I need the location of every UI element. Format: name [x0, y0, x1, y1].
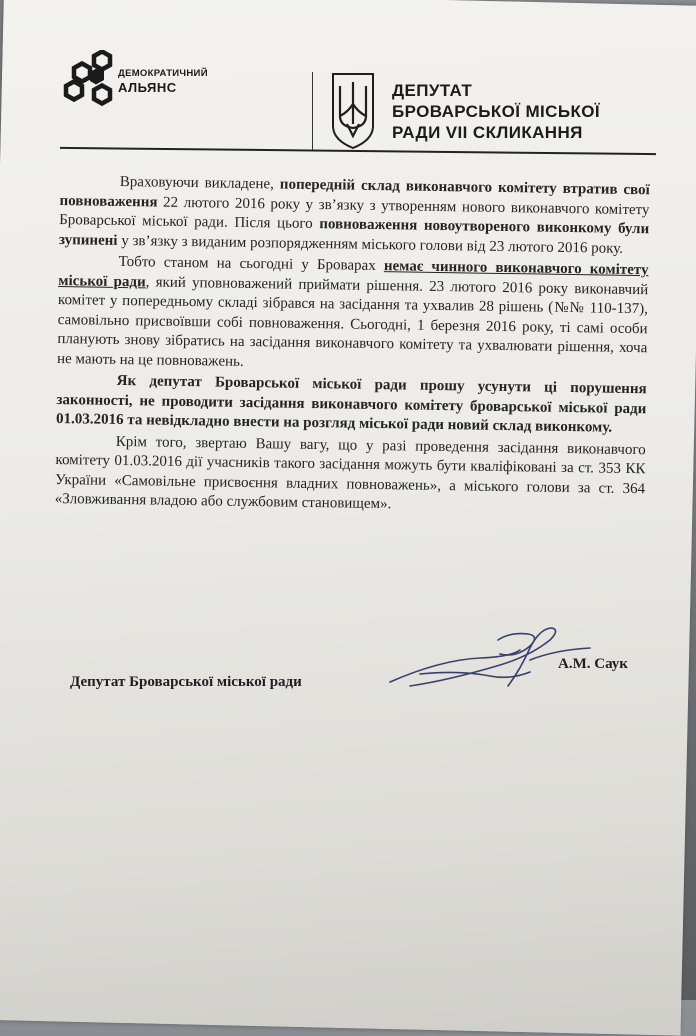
paragraph-4: Крім того, звертаю Вашу вагу, що у разі проведення засідання виконавчого комітету 01.03.2016 дії учасників такого засідання можуть бути кваліфіковані за ст. 353 КК України «Самовільне присвоєння владних повноважень», а міського голови за ст. 364 «Зловживання владою або службовим становищем». — [54, 433, 646, 513]
signatory-name: А.М. Саук — [558, 656, 628, 672]
p2-text-b: , який уповноважений приймати рішення. 23 лютого 2016 року виконавчий комітет у попередньому складі зібрався на засідання та ухвалив 28 рішень (№№ 110-137), самовільно присвоївши собі повноваження. Сьогодні, 1 березня 2016 року, ті самі особи планують знову зібратись на засідання виконавчого комітету та ухвалювати рішення, хоча не мають на це повноважень. — [56, 273, 649, 370]
header-divider — [312, 72, 313, 150]
logo-text — [118, 68, 208, 95]
deputy-title-line3: РАДИ VII СКЛИКАННЯ — [392, 123, 583, 142]
logo-line2: АЛЬЯНС — [118, 80, 177, 95]
p1-text-a: Враховуючи викладене, — [119, 173, 280, 193]
p1-text-c: у зв’язку з виданим розпорядженням міського голови від 23 лютого 2016 року. — [117, 232, 624, 257]
p1-bold-a: попередній склад виконавчого комітету втратив свої повноваження — [59, 176, 650, 211]
letter-body — [55, 172, 650, 519]
deputy-title-line2: БРОВАРСЬКОЇ МІСЬКОЇ — [392, 102, 600, 121]
p1-text-b: 22 лютого 2016 року у зв’язку з утворенням нового виконавчого комітету Броварської міської ради. Після цього — [59, 194, 650, 233]
paragraph-2 — [57, 252, 649, 378]
paragraph-3: Як депутат Броварської міської ради прошу усунути ці порушення законності, не проводити засідання виконавчого комітету броварської міської ради 01.03.2016 та невідкладно внести на розгляд міської ради новий склад виконкому. — [55, 372, 647, 436]
signature-label: Депутат Броварської міської ради — [70, 674, 302, 690]
coat-of-arms-icon — [330, 72, 376, 150]
deputy-title-line1: ДЕПУТАТ — [392, 81, 473, 100]
deputy-title — [392, 80, 632, 143]
p2-text-a: Тобто станом на сьогодні у Броварах — [118, 253, 385, 275]
p2-bold-underlined: немає чинного виконавчого комітету міської ради — [58, 258, 649, 290]
logo-line1: ДЕМОКРАТИЧНИЙ — [118, 68, 208, 79]
paragraph-1 — [59, 172, 650, 259]
signature-block — [70, 656, 670, 720]
p1-bold-b: повноваження новоутвореного виконкому були зупинені — [58, 216, 650, 249]
